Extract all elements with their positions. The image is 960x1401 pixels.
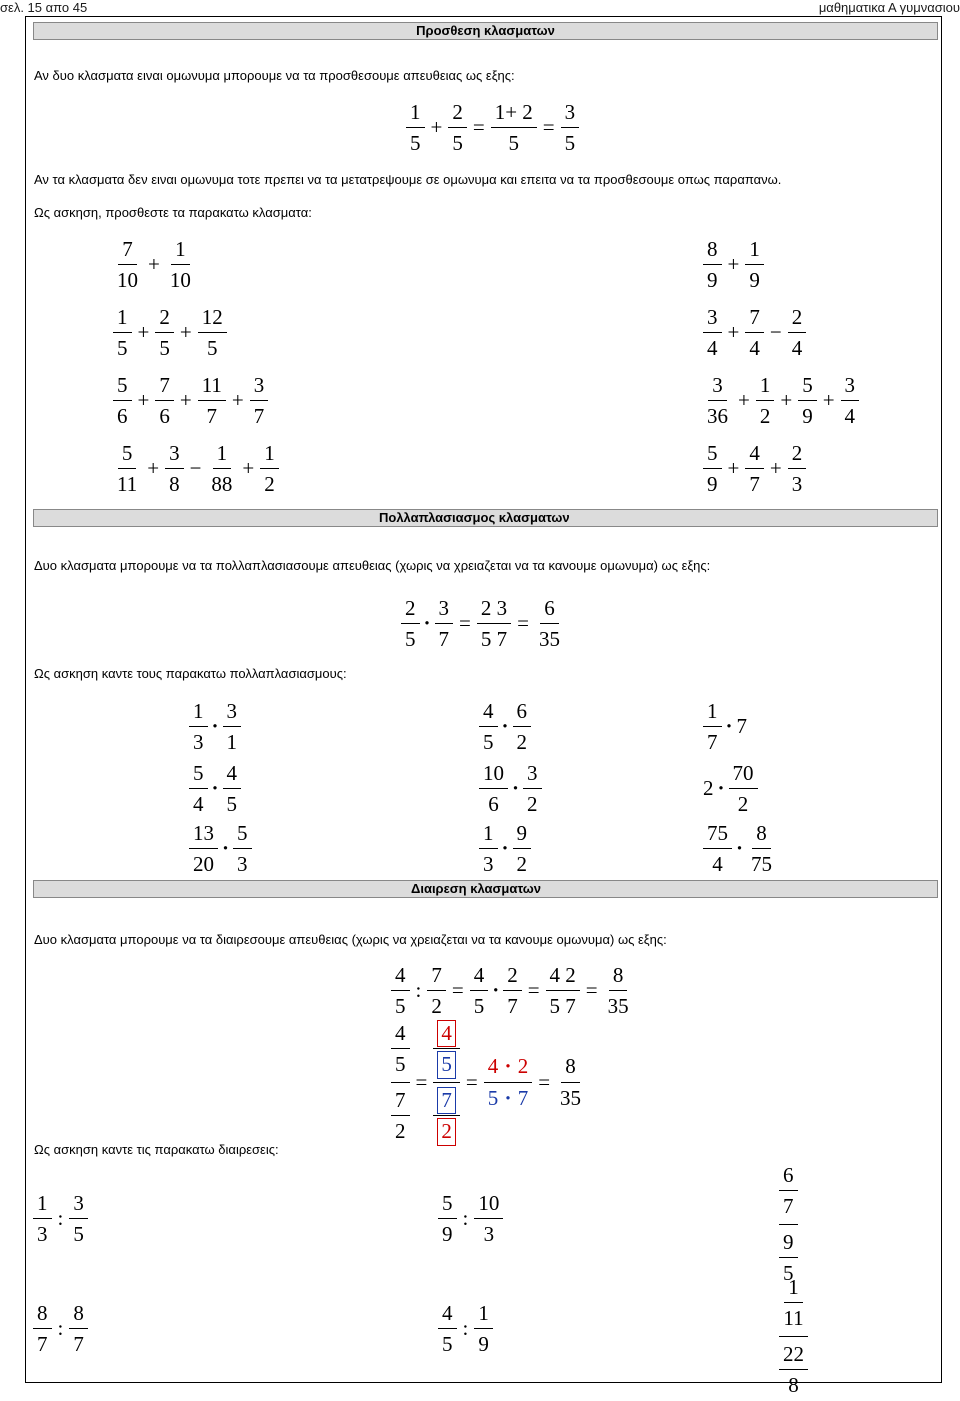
fraction: $\frac{7}{2}$	[427, 960, 446, 1022]
fraction: $\frac{3}{4}$	[841, 370, 860, 432]
fraction: $\frac{5}{6}$	[113, 370, 132, 432]
fraction: $\frac{3}{4}$	[703, 302, 722, 364]
fraction: $\frac{8}{35}$	[556, 1051, 585, 1113]
division-example-2	[388, 1018, 588, 1147]
dot-sign: ·	[211, 714, 219, 739]
fraction: $\frac{7}{4}$	[745, 302, 764, 364]
fraction: $\frac{22}{8}$	[779, 1339, 808, 1401]
subject-title: μαθηματικα Α γυμνασιου	[818, 0, 960, 15]
multiplication-exercise	[476, 818, 534, 880]
fraction: $\frac{3}{1}$	[223, 696, 242, 758]
minus-sign: −	[769, 320, 782, 345]
fraction: $\frac{8}{75}$	[747, 818, 776, 880]
plus-sign: +	[137, 320, 150, 345]
multiplication-exercise	[700, 818, 779, 880]
equals-sign: =	[459, 611, 471, 636]
dot-sign: ·	[501, 836, 509, 861]
fraction: $\frac{5}{3}$	[233, 818, 252, 880]
division-exercise	[435, 1298, 496, 1360]
fraction: $\frac{4 2}{5 7}$	[546, 960, 580, 1022]
fraction: $\frac{1}{10}$	[166, 234, 195, 296]
boxed-number-blue: 5	[437, 1051, 456, 1078]
addition-exercise	[110, 234, 198, 296]
colon-sign: :	[57, 1316, 64, 1341]
plus-sign: +	[727, 252, 740, 277]
dot-sign: ·	[222, 836, 230, 861]
addition-note: Αν τα κλασματα δεν ειναι ομωνυμα τοτε πρεπει να τα μετατρεψουμε σε ομωνυμα και επειτα να τα προσθεσουμε οπως παραπανω.	[34, 172, 782, 187]
fraction: $\frac{1}{9}$	[474, 1298, 493, 1360]
fraction: $\frac{1}{5}$	[406, 97, 425, 159]
equals-sign: =	[585, 978, 598, 1003]
fraction: $\frac{3}{5}$	[69, 1188, 88, 1250]
fraction: $\frac{2}{3}$	[788, 438, 807, 500]
division-exercise-prompt: Ως ασκηση καντε τις παρακατω διαιρεσεις:	[34, 1142, 279, 1157]
plus-sign: +	[822, 388, 835, 413]
equals-sign: =	[451, 978, 464, 1003]
integer: 7	[736, 714, 748, 739]
dot-sign: ·	[501, 714, 509, 739]
addition-example	[403, 97, 582, 159]
plus-sign: +	[137, 388, 150, 413]
fraction: $\frac{3}{2}$	[523, 758, 542, 820]
complex-fraction: $\frac{\frac{4}{5}}{\frac{7}{2}}$	[391, 1018, 410, 1147]
plus-sign: +	[780, 388, 793, 413]
fraction: $\frac{1}{2}$	[756, 370, 775, 432]
fraction: $\frac{4 \cdot 2}{5 \cdot 7}$	[484, 1051, 533, 1113]
fraction: $\frac{6}{35}$	[535, 593, 564, 655]
section-title-multiplication: Πολλαπλασιασμος κλασματων	[33, 509, 938, 527]
dot-sign: ·	[725, 714, 733, 739]
multiplication-exercise	[700, 696, 750, 758]
section-title-division: Διαιρεση κλασματων	[33, 880, 938, 898]
complex-fraction	[779, 1272, 808, 1401]
page-number: σελ. 15 απο 45	[0, 0, 88, 15]
multiplication-exercise	[186, 818, 255, 880]
complex-fraction-highlighted	[433, 1018, 460, 1147]
fraction: $\frac{1}{9}$	[745, 234, 764, 296]
division-intro: Δυο κλασματα μπορουμε να τα διαιρεσουμε απευθειας (χωρις να χρειαζεται να τα κανουμε ομωνυμα) ως εξης:	[34, 932, 667, 947]
multiplication-exercise	[186, 758, 244, 820]
dot-sign: ·	[492, 978, 500, 1003]
fraction: $\frac{1}{7}$	[703, 696, 722, 758]
fraction: $\frac{1}{3}$	[479, 818, 498, 880]
fraction: $\frac{8}{35}$	[604, 960, 633, 1022]
fraction: $\frac{1}{3}$	[33, 1188, 52, 1250]
fraction: $\frac{3}{8}$	[165, 438, 184, 500]
addition-exercise	[700, 438, 809, 500]
plus-sign: +	[148, 252, 160, 277]
fraction: $\frac{1+ 2}{5}$	[491, 97, 537, 159]
fraction: $\frac{4}{5}$	[223, 758, 242, 820]
plus-sign: +	[738, 388, 750, 413]
plus-sign: +	[179, 320, 192, 345]
division-exercise	[30, 1298, 91, 1360]
plus-sign: +	[179, 388, 192, 413]
colon-sign: :	[415, 978, 422, 1003]
fraction: $\frac{8}{7}$	[33, 1298, 52, 1360]
fraction: $\frac{12}{5}$	[198, 302, 227, 364]
addition-intro: Αν δυο κλασματα ειναι ομωνυμα μπορουμε να τα προσθεσουμε απευθειας ως εξης:	[34, 68, 515, 83]
fraction: $\frac{4}{5}$	[438, 1298, 457, 1360]
colon-sign: :	[462, 1206, 469, 1231]
fraction: $\frac{7}{6}$	[155, 370, 174, 432]
fraction: $\frac{11}{7}$	[198, 370, 226, 432]
addition-exercise-prompt: Ως ασκηση, προσθεστε τα παρακατω κλασματα:	[34, 205, 312, 220]
fraction: $\frac{1}{11}$	[779, 1272, 807, 1334]
multiplication-exercise-prompt: Ως ασκηση καντε τους παρακατω πολλαπλασιασμους:	[34, 666, 347, 681]
equals-sign: =	[415, 1069, 428, 1094]
fraction: $\frac{4}{5}$	[391, 960, 410, 1022]
fraction: $\frac{3}{5}$	[561, 97, 580, 159]
fraction: $\frac{2}{5}$	[401, 593, 420, 655]
addition-exercise	[110, 370, 271, 432]
dot-sign: ·	[717, 776, 725, 801]
division-exercise	[435, 1188, 506, 1250]
dot-sign: ·	[512, 776, 520, 801]
fraction: $\frac{70}{2}$	[729, 758, 758, 820]
multiplication-exercise	[186, 696, 244, 758]
boxed-number-red: 4	[437, 1020, 456, 1047]
plus-sign: +	[727, 456, 740, 481]
equals-sign: =	[538, 1069, 551, 1094]
addition-exercise	[110, 438, 282, 500]
addition-exercise	[700, 370, 862, 432]
fraction: $\frac{8}{9}$	[703, 234, 722, 296]
integer: 2	[703, 776, 714, 801]
dot-sign: ·	[211, 776, 219, 801]
division-exercise-complex	[776, 1272, 811, 1401]
plus-sign: +	[242, 456, 255, 481]
addition-exercise	[700, 302, 809, 364]
multiplication-exercise	[476, 758, 545, 820]
fraction: $\frac{1}{5}$	[113, 302, 132, 364]
plus-sign: +	[769, 456, 782, 481]
division-exercise	[30, 1188, 91, 1250]
fraction: $\frac{2}{5}$	[155, 302, 174, 364]
fraction: $\frac{8}{7}$	[69, 1298, 88, 1360]
fraction: $\frac{2}{4}$	[788, 302, 807, 364]
multiplication-exercise	[700, 758, 761, 820]
dot-sign: ·	[736, 836, 744, 861]
addition-exercise	[110, 302, 230, 364]
complex-fraction	[779, 1160, 798, 1289]
addition-exercise	[700, 234, 767, 296]
plus-sign: +	[727, 320, 740, 345]
fraction: $\frac{5}{9}$	[438, 1188, 457, 1250]
boxed-number-red: 2	[437, 1118, 456, 1145]
equals-sign: =	[542, 115, 555, 140]
fraction: $\frac{7}{10}$	[113, 234, 142, 296]
equals-sign: =	[527, 978, 540, 1003]
fraction: $\frac{5}{4}$	[189, 758, 208, 820]
equals-sign: =	[517, 611, 529, 636]
fraction: $\frac{5}{11}$	[113, 438, 141, 500]
colon-sign: :	[462, 1316, 469, 1341]
fraction: $\frac{1}{88}$	[207, 438, 236, 500]
fraction: $\frac{3}{36}$	[703, 370, 732, 432]
plus-sign: +	[231, 388, 244, 413]
fraction: $\frac{2}{7}$	[503, 960, 522, 1022]
section-title-addition: Προσθεση κλασματων	[33, 22, 938, 40]
fraction: $\frac{4}{5}$	[479, 696, 498, 758]
fraction: $\frac{13}{20}$	[189, 818, 218, 880]
multiplication-intro: Δυο κλασματα μπορουμε να τα πολλαπλασιασουμε απευθειας (χωρις να χρειαζεται να τα κανουμε ομωνυμα) ως εξης:	[34, 558, 711, 573]
division-example-1	[388, 960, 636, 1022]
plus-sign: +	[430, 115, 443, 140]
fraction: $\frac{1}{2}$	[260, 438, 279, 500]
dot-sign: ·	[423, 611, 431, 636]
fraction: $\frac{2 3}{5 7}$	[477, 593, 511, 655]
fraction: $\frac{9}{2}$	[513, 818, 532, 880]
fraction: $\frac{5}{9}$	[703, 438, 722, 500]
fraction: $\frac{10}{3}$	[474, 1188, 503, 1250]
fraction: $\frac{4}{7}$	[745, 438, 764, 500]
fraction: $\frac{6}{7}$	[779, 1160, 798, 1222]
fraction: $\frac{3}{7}$	[250, 370, 269, 432]
multiplication-exercise	[476, 696, 534, 758]
fraction: $\frac{6}{2}$	[513, 696, 532, 758]
equals-sign: =	[472, 115, 485, 140]
fraction: $\frac{9}{5}$	[779, 1227, 798, 1289]
fraction: $\frac{1}{3}$	[189, 696, 208, 758]
plus-sign: +	[147, 456, 160, 481]
multiplication-example	[398, 593, 567, 655]
fraction: $\frac{10}{6}$	[479, 758, 508, 820]
fraction: $\frac{4}{5}$	[470, 960, 489, 1022]
minus-sign: −	[189, 456, 202, 481]
fraction: $\frac{75}{4}$	[703, 818, 732, 880]
fraction: $\frac{2}{5}$	[448, 97, 467, 159]
division-exercise-complex	[776, 1160, 801, 1289]
fraction: $\frac{5}{9}$	[798, 370, 817, 432]
fraction: $\frac{3}{7}$	[435, 593, 454, 655]
equals-sign: =	[465, 1069, 478, 1094]
boxed-number-blue: 7	[437, 1087, 456, 1114]
colon-sign: :	[57, 1206, 64, 1231]
